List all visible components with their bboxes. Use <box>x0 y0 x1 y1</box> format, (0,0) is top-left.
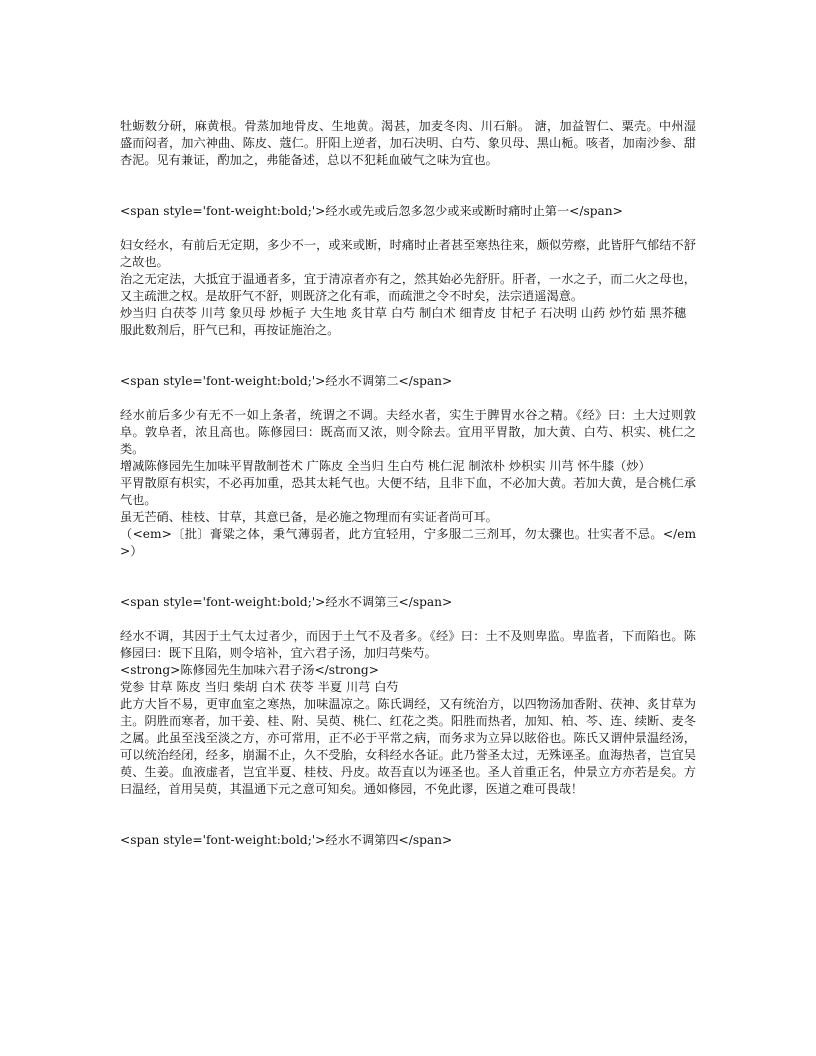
section-1-prescription: 炒当归 白茯苓 川芎 象贝母 炒栀子 大生地 炙甘草 白芍 制白术 细青皮 甘杞子 石决明 山药 炒竹茹 黑芥穗 <box>120 306 687 320</box>
document-page <box>120 118 696 849</box>
section-3-paragraph: 此方大旨不易，更审血室之寒热，加味温凉之。陈氏调经，又有统治方，以四物汤加香附、茯神、炙甘草为主。阴胜而寒者，加干姜、桂、附、吴萸、桃仁、红花之类。阳胜而热者，加知、柏、芩、连、续断、麦冬之属。此虽至浅至淡之方，亦可常用，正不必于平常之病，而务求为立异以眩俗也。陈氏又谓仲景温经汤，可以统治经闭，经多，崩漏不止，久不受胎，女科经水各证。此乃誉圣太过，无殊诬圣。血海热者，岂宜吴萸、生姜。血液虚者，岂宜半夏、桂枝、丹皮。故吾直以为诬圣也。圣人首重正名，仲景立方亦若是矣。方曰温经，首用吴萸，其温通下元之意可知矣。通如修园，不免此谬，医道之难可畏哉！ <box>120 697 696 796</box>
section-1-heading: <span style='font-weight:bold;'>经水或先或后忽多忽少或来或断时痛时止第一</span> <box>120 204 623 218</box>
section-1-paragraph: 服此数剂后，肝气已和，再按证施治之。 <box>120 323 340 337</box>
section-2-prescription: 增减陈修园先生加味平胃散制苍术 广陈皮 全当归 生白芍 桃仁泥 制浓朴 炒枳实 川芎 怀牛膝（炒） <box>120 459 651 473</box>
section-3-heading: <span style='font-weight:bold;'>经水不调第三</span> <box>120 595 453 609</box>
section-3-prescription: 党参 甘草 陈皮 当归 柴胡 白术 茯苓 半夏 川芎 白芍 <box>120 680 399 694</box>
section-3-formula-title: <strong>陈修园先生加味六君子汤</strong> <box>120 663 379 677</box>
section-2-paragraph: 虽无芒硝、桂枝、甘草，其意已备，是必施之物理而有实证者尚可耳。 <box>120 510 498 524</box>
section-2-paragraph: 经水前后多少有无不一如上条者，统谓之不调。夫经水者，实生于脾胃水谷之精。《经》曰：土大过则敦阜。敦阜者，浓且高也。陈修园曰：既高而又浓，则令除去。宜用平胃散，加大黄、白芍、枳实、桃仁之类。 <box>120 408 696 456</box>
section-2-annotation: （<em>〔批〕膏粱之体，秉气薄弱者，此方宜轻用，宁多服二三剂耳，勿太骤也。壮实者不忌。</em>） <box>120 527 696 558</box>
section-4-heading: <span style='font-weight:bold;'>经水不调第四</span> <box>120 833 453 847</box>
section-1-paragraph: 治之无定法，大抵宜于温通者多，宜于清凉者亦有之，然其始必先舒肝。肝者，一水之子，而二火之母也，又主疏泄之权。是故肝气不舒，则既济之化有乖，而疏泄之令不时矣，法宗逍遥渴意。 <box>120 272 696 303</box>
section-2-heading: <span style='font-weight:bold;'>经水不调第二</span> <box>120 374 453 388</box>
section-3-paragraph: 经水不调，其因于土气太过者少，而因于土气不及者多。《经》曰：土不及则卑监。卑监者，下而陷也。陈修园曰：既下且陷，则令培补，宜六君子汤，加归芎柴芍。 <box>120 629 696 660</box>
intro-paragraph: 牡蛎数分研，麻黄根。骨蒸加地骨皮、生地黄。渴甚，加麦冬肉、川石斛。 溏，加益智仁、粟壳。中州湿盛而闷者，加六神曲、陈皮、蔻仁。肝阳上逆者，加石决明、白芍、象贝母、黑山栀。咳者，加南沙参、甜杏泥。见有兼证，酌加之，弗能备述，总以不犯耗血破气之味为宜也。 <box>120 119 696 167</box>
section-2-paragraph: 平胃散原有枳实，不必再加重，恐其太耗气也。大便不结，且非下血，不必加大黄。若加大黄，是合桃仁承气也。 <box>120 476 696 507</box>
section-1-paragraph: 妇女经水，有前后无定期，多少不一，或来或断，时痛时止者甚至寒热往来，颇似劳瘵，此皆肝气郁结不舒之故也。 <box>120 238 696 269</box>
